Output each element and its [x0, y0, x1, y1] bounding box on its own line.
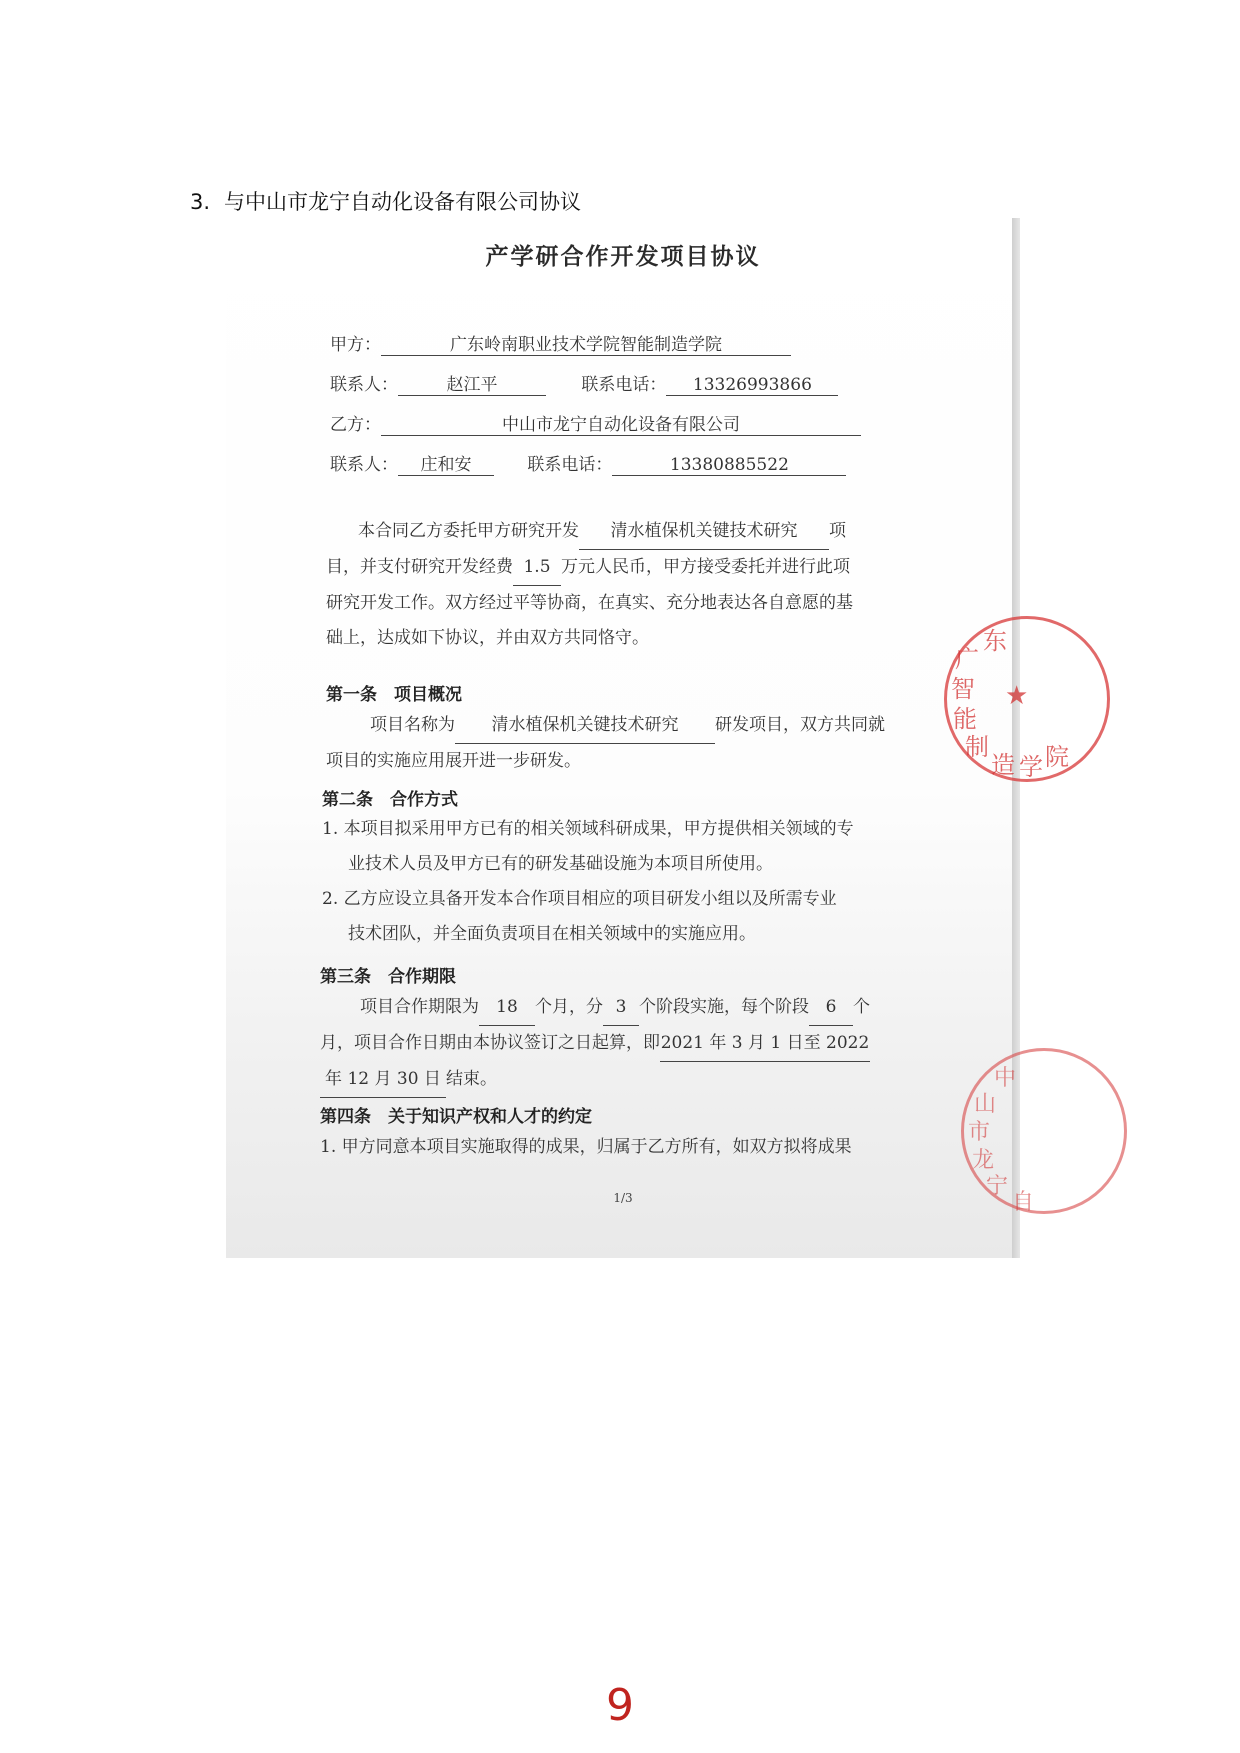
phone-b-label: 联系电话： [527, 455, 613, 475]
article-3-months: 18 [479, 990, 535, 1026]
contact-a-label: 联系人： [330, 375, 398, 395]
article-3-stages: 3 [603, 990, 639, 1026]
phone-b-value: 13380885522 [612, 455, 846, 476]
page-number: 9 [606, 1680, 634, 1731]
party-a-label: 甲方： [330, 335, 381, 355]
section-heading [190, 186, 581, 216]
article-4-body: 1. 甲方同意本项目实施取得的成果，归属于乙方所有，如双方拟将成果 [320, 1137, 852, 1157]
section-title: 与中山市龙宁自动化设备有限公司协议 [224, 190, 581, 214]
article-2-title: 第二条 合作方式 [322, 790, 458, 810]
intro-fee: 1.5 [513, 550, 561, 586]
company-seal: 中 山 市 龙 宁 自 [961, 1048, 1127, 1214]
contact-b-line [330, 450, 846, 476]
phone-a-label: 联系电话： [581, 375, 667, 395]
contact-a-line [330, 370, 838, 396]
section-number: 3. [190, 190, 211, 214]
agreement-title: 产学研合作开发项目协议 [485, 244, 761, 270]
college-seal: 广 东 智 能 制 造 学 院 ★ [944, 616, 1110, 782]
agreement-photo [226, 218, 1069, 1258]
intro-paragraph: 本合同乙方委托甲方研究开发 清水植保机关键技术研究 项 目，并支付研究开发经费 1.5 万元人民币，甲方接受委托并进行此项 研究开发工作。双方经过平等协商，在真实、充分地表达各自意愿的基 础上，达成如下协议，并由双方共同恪守。 [326, 514, 853, 656]
article-3-body: 项目合作期限为 18 个月，分 3 个阶段实施，每个阶段 6 个 月，项目合作日期由本协议签订之日起算，即2021 年 3 月 1 日至 2022 年 12 月 30 日 结束。 [320, 990, 870, 1098]
seal-star-icon: ★ [1005, 681, 1029, 711]
party-b-value: 中山市龙宁自动化设备有限公司 [381, 410, 861, 436]
party-a-line [330, 330, 791, 356]
article-2-body: 1. 本项目拟采用甲方已有的相关领域科研成果，甲方提供相关领域的专 业技术人员及甲方已有的研发基础设施为本项目所使用。 2. 乙方应设立具备开发本合作项目相应的项目研发小组以及所需专业 技术团队，并全面负责项目在相关领域中的实施应用。 [322, 819, 854, 944]
article-1-project-name: 清水植保机关键技术研究 [455, 708, 715, 744]
article-1-title: 第一条 项目概况 [326, 685, 462, 705]
article-1-body: 项目名称为 清水植保机关键技术研究 研发项目，双方共同就 项目的实施应用展开进一步研发。 [326, 708, 885, 779]
phone-a-value: 13326993866 [666, 375, 838, 396]
contact-b-label: 联系人： [330, 455, 398, 475]
contact-b-value: 庄和安 [398, 450, 494, 476]
party-b-line [330, 410, 861, 436]
article-4-title: 第四条 关于知识产权和人才的约定 [320, 1107, 592, 1127]
article-3-end-date: 年 12 月 30 日 [320, 1062, 446, 1098]
intro-project-name: 清水植保机关键技术研究 [579, 514, 829, 550]
article-3-title: 第三条 合作期限 [320, 967, 456, 987]
article-3-start-date: 2021 年 3 月 1 日至 2022 [660, 1026, 870, 1062]
party-a-value: 广东岭南职业技术学院智能制造学院 [381, 330, 791, 356]
party-b-label: 乙方： [330, 415, 381, 435]
contact-a-value: 赵江平 [398, 370, 546, 396]
scan-page-mark: 1/3 [613, 1191, 633, 1205]
article-3-per-stage: 6 [809, 990, 853, 1026]
